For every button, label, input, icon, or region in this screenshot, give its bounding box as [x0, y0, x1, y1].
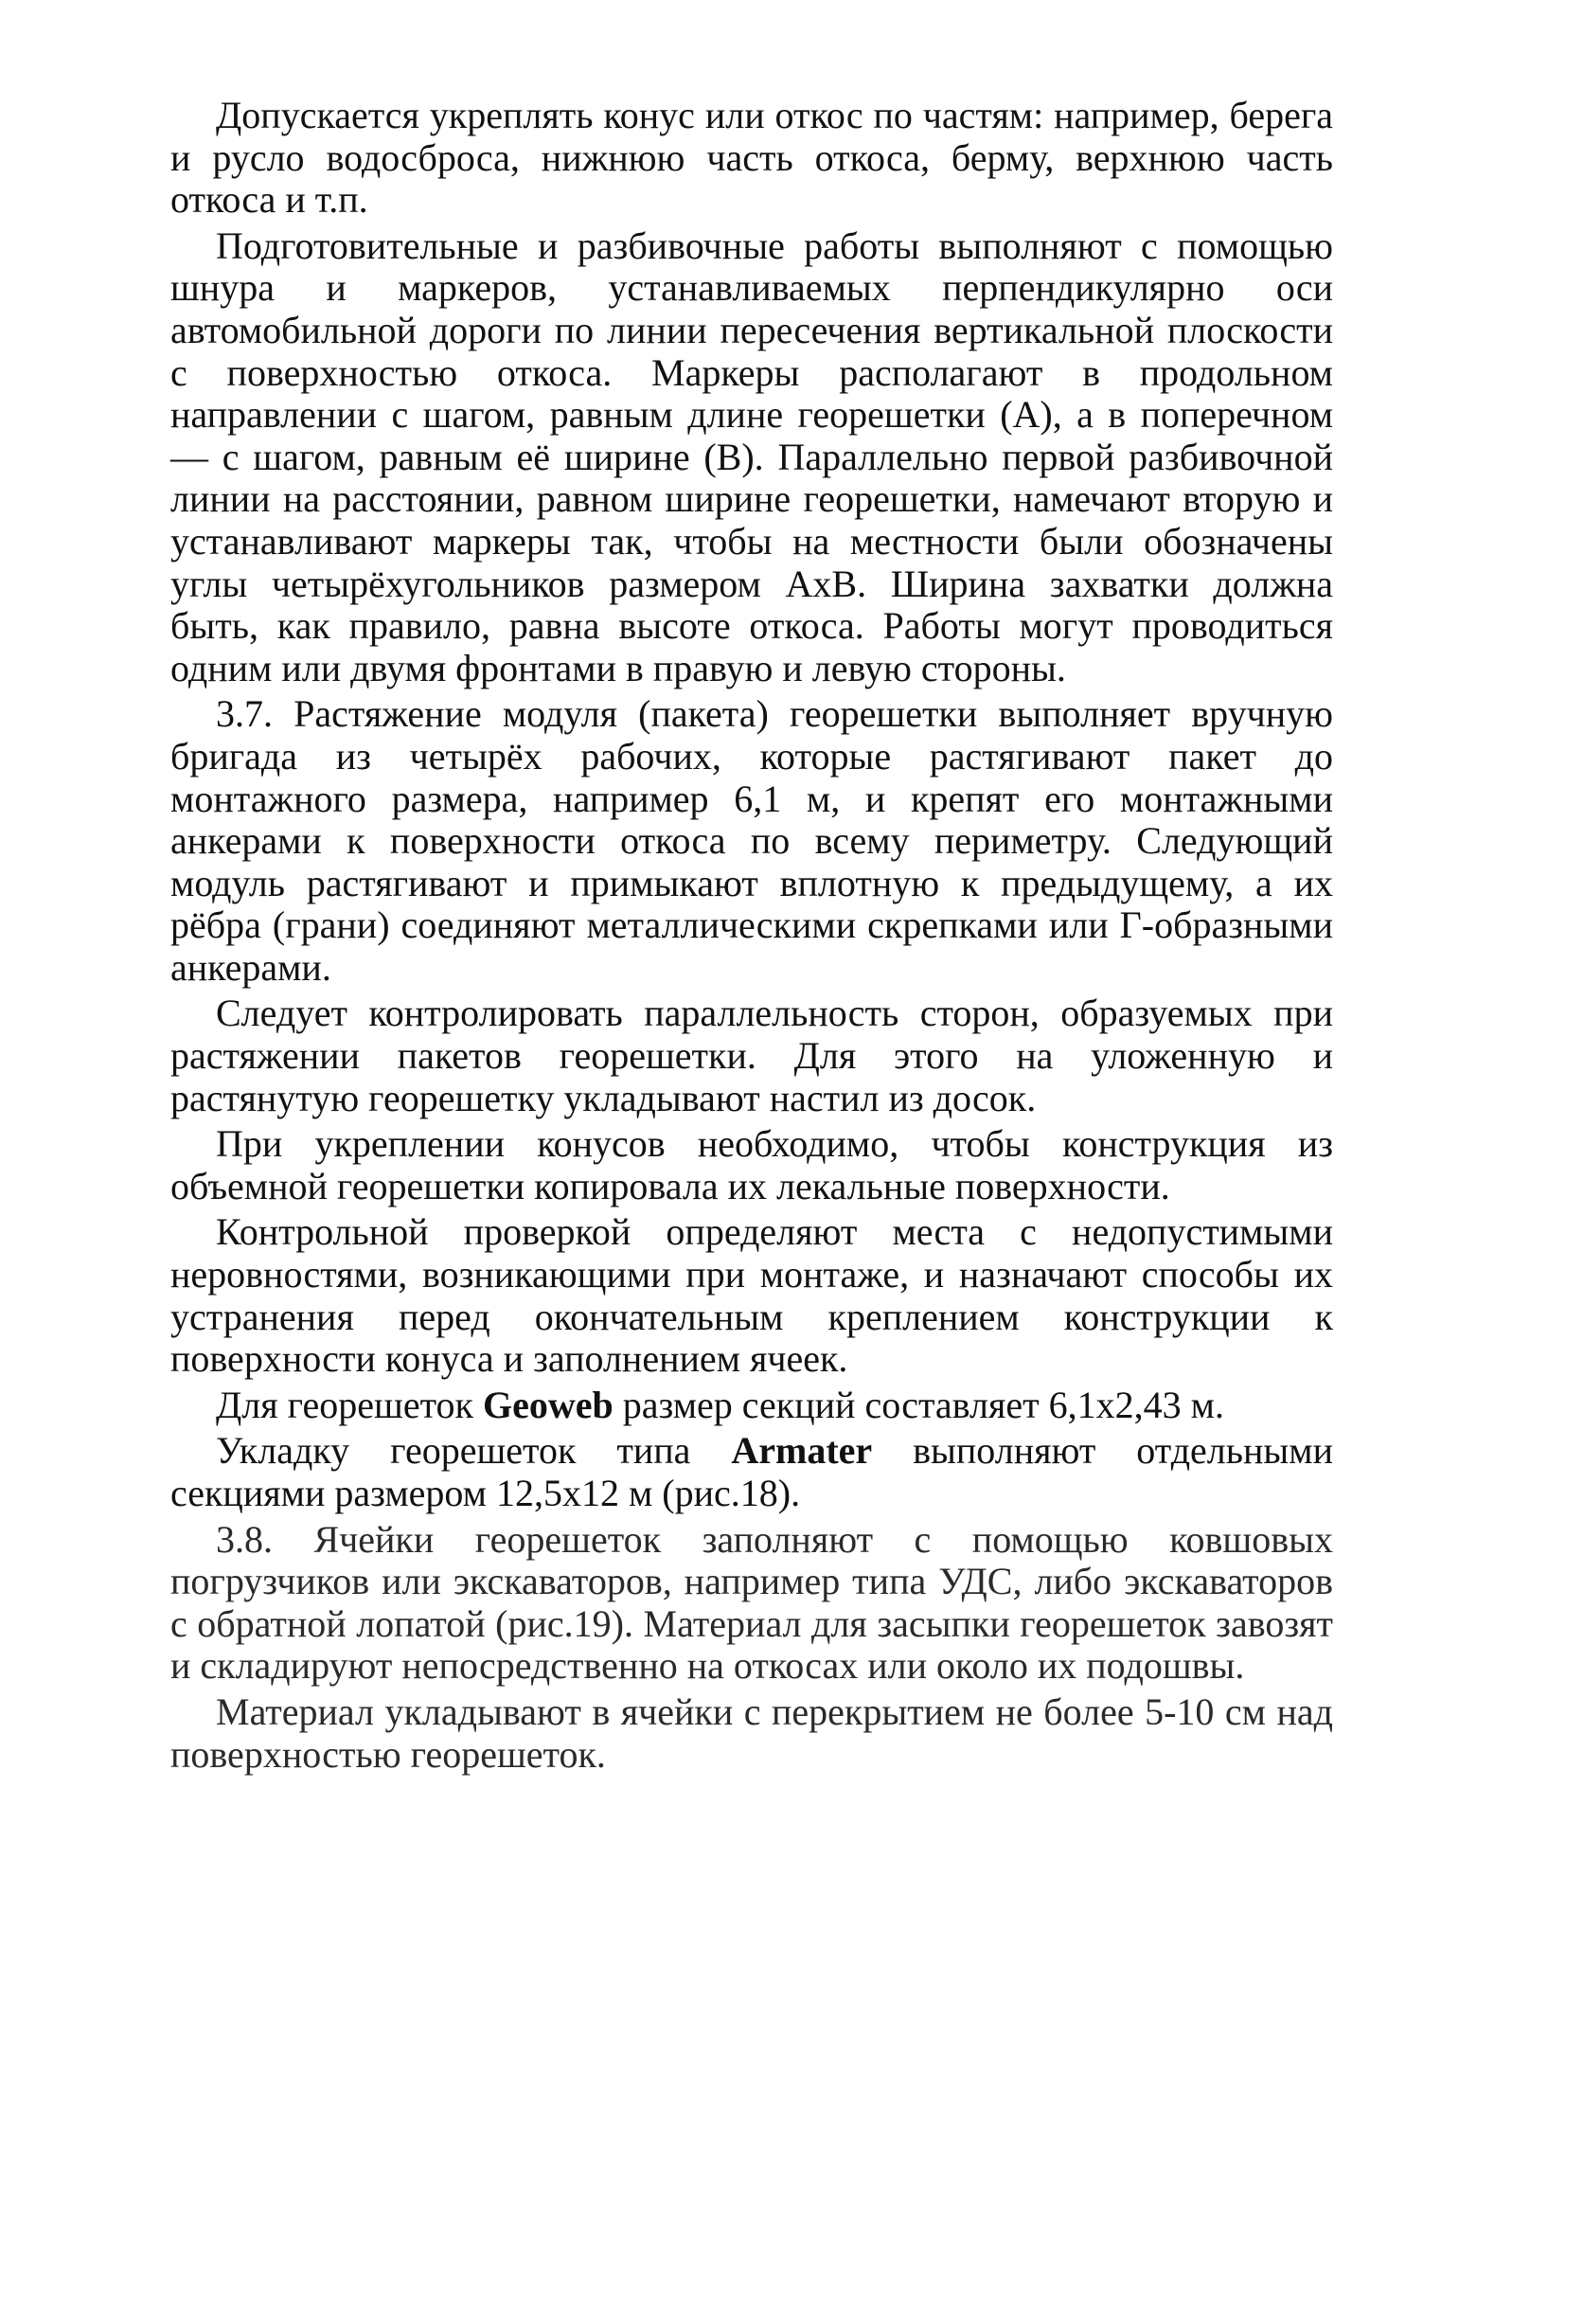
paragraph-7-text-a: Для георешеток: [216, 1383, 483, 1426]
paragraph-2: [170, 225, 1333, 690]
paragraph-1-text: Допускается укреплять конус или откос по частям: например, берега и русло водосброса, нижнюю часть откоса, берму, верхнюю часть откоса и т.п.: [170, 94, 1333, 222]
paragraph-5: [170, 1123, 1333, 1207]
paragraph-5-text: При укреплении конусов необходимо, чтобы конструкция из объемной георешетки копировала их лекальные поверхности.: [170, 1122, 1333, 1207]
paragraph-1: [170, 95, 1333, 222]
paragraph-6-text: Контрольной проверкой определяют места с недопустимыми неровностями, возникающими при монтаже, и назначают способы их устранения перед окончательным креплением конструкции к поверхности конуса и заполнением ячеек.: [170, 1210, 1333, 1381]
paragraph-6: [170, 1211, 1333, 1380]
paragraph-8-text-b: выполняют отдельными секциями размером 12,5х12 м (рис.18).: [170, 1429, 1334, 1514]
paragraph-3: [170, 693, 1333, 989]
paragraph-8: [170, 1430, 1333, 1514]
paragraph-9-text: 3.8. Ячейки георешеток заполняют с помощью ковшовых погрузчиков или экскаваторов, например типа УДС, либо экскаваторов с обратной лопатой (рис.19). Материал для засыпки георешеток завозят и складируют непосредственно на откосах или около их подошвы.: [170, 1517, 1333, 1688]
paragraph-2-text: Подготовительные и разбивочные работы выполняют с помощью шнура и маркеров, устанавливаемых перпендикулярно оси автомобильной дороги по линии пересечения вертикальной плоскости с поверхностью откоса. Маркеры располагают в продольном направлении с шагом, равным длине георешетки (А), а в поперечном — с шагом, равным её ширине (В). Параллельно первой разбивочной линии на расстоянии, равном ширине георешетки, намечают вторую и устанавливают маркеры так, чтобы на местности были обозначены углы четырёхугольников размером АхВ. Ширина захватки должна быть, как правило, равна высоте откоса. Работы могут проводиться одним или двумя фронтами в правую и левую стороны.: [170, 223, 1333, 689]
paragraph-3-text: 3.7. Растяжение модуля (пакета) георешетки выполняет вручную бригада из четырёх рабочих, которые растягивают пакет до монтажного размера, например 6,1 м, и крепят его монтажными анкерами к поверхности откоса по всему периметру. Следующий модуль растягивают и примыкают вплотную к предыдущему, а их рёбра (грани) соединяют металлическими скрепками или Г-образными анкерами.: [170, 692, 1333, 989]
document-page: [170, 95, 1333, 1779]
paragraph-4-text: Следует контролировать параллельность сторон, образуемых при растяжении пакетов георешетки. Для этого на уложенную и растянутую георешетку укладывают настил из досок.: [170, 992, 1333, 1119]
paragraph-4: [170, 992, 1333, 1119]
paragraph-8-brand-armater: Armater: [731, 1429, 873, 1473]
paragraph-7-brand-geoweb: Geoweb: [482, 1383, 614, 1426]
paragraph-9: [170, 1519, 1333, 1688]
paragraph-7: [170, 1385, 1333, 1427]
paragraph-7-text-b: размер секций составляет 6,1х2,43 м.: [613, 1383, 1224, 1426]
paragraph-8-text-a: Укладку георешеток типа: [216, 1429, 732, 1473]
paragraph-10-text: Материал укладывают в ячейки с перекрытием не более 5-10 см над поверхностью георешеток.: [170, 1689, 1333, 1776]
paragraph-10: [170, 1691, 1333, 1776]
